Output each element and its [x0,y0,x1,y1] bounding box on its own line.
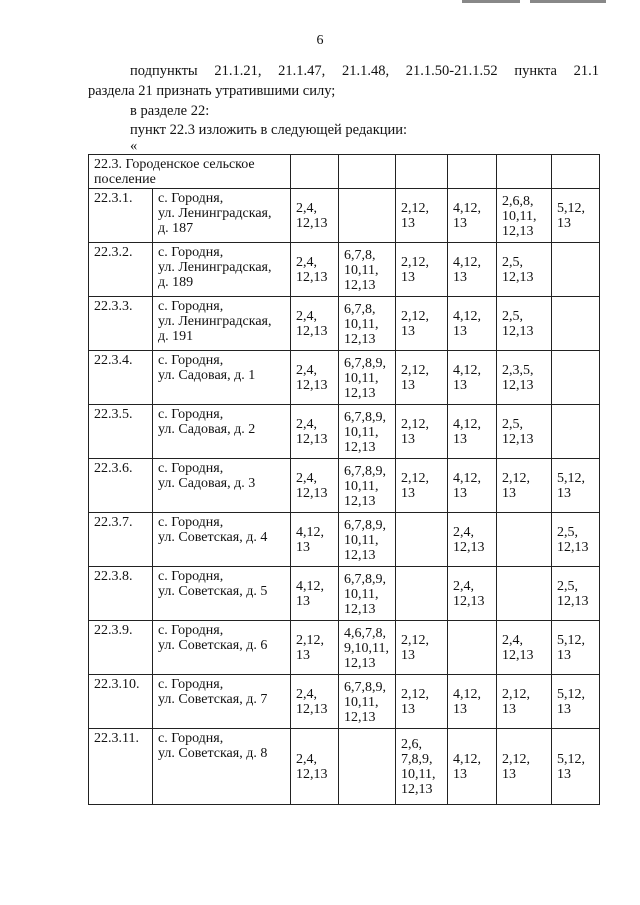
table-cell-c5: 2,6,8, 10,11, 12,13 [497,189,552,243]
intro-line-3: в разделе 22: [130,103,210,119]
table-cell-c5: 2,5, 12,13 [497,243,552,297]
table-cell-c1: 2,4, 12,13 [291,729,339,805]
table-cell-c5: 2,12, 13 [497,459,552,513]
table-cell-num: 22.3.1. [89,189,153,243]
table-cell-c4: 2,4, 12,13 [448,513,497,567]
table-cell-c5: 2,12, 13 [497,675,552,729]
table-cell-addr: с. Городня, ул. Советская, д. 7 [153,675,291,729]
table-cell-c2: 4,6,7,8, 9,10,11, 12,13 [339,621,396,675]
intro-line-4: пункт 22.3 изложить в следующей редакции: [130,122,408,138]
table-row [89,729,600,805]
table-cell-num: 22.3.2. [89,243,153,297]
table-cell-c3: 2,12, 13 [396,675,448,729]
table-cell-num: 22.3.3. [89,297,153,351]
table-cell-c2: 6,7,8, 10,11, 12,13 [339,243,396,297]
table-cell-c6: 5,12, 13 [552,621,600,675]
table-cell-addr: с. Городня, ул. Советская, д. 6 [153,621,291,675]
table-cell-addr: с. Городня, ул. Советская, д. 4 [153,513,291,567]
table-cell-c2 [339,729,396,805]
table-cell-c3: 2,12, 13 [396,243,448,297]
table-cell-c6 [552,243,600,297]
table-cell-c1: 4,12, 13 [291,567,339,621]
table-cell-num: 22.3.8. [89,567,153,621]
table-cell-c5 [497,567,552,621]
address-table [88,154,600,805]
table-cell-c4: 4,12, 13 [448,189,497,243]
intro-line-2: раздела 21 признать утратившими силу; [88,83,336,99]
table-header-row [89,155,600,189]
table-cell-c6: 2,5, 12,13 [552,513,600,567]
table-cell-c4: 4,12, 13 [448,729,497,805]
table-cell-c3 [396,513,448,567]
table-cell-c3: 2,12, 13 [396,621,448,675]
table-cell-c1: 2,4, 12,13 [291,459,339,513]
table-cell-c5: 2,5, 12,13 [497,405,552,459]
table-row [89,567,600,621]
table-cell-c6 [552,297,600,351]
page-number: 6 [316,33,324,48]
table-cell-c2: 6,7,8,9, 10,11, 12,13 [339,405,396,459]
table-cell-c4 [448,621,497,675]
table-cell-c1: 2,4, 12,13 [291,405,339,459]
table-cell-num: 22.3.10. [89,675,153,729]
scan-mark-left [462,0,520,3]
table-row [89,405,600,459]
table-cell-c5: 2,3,5, 12,13 [497,351,552,405]
table-cell-c4: 4,12, 13 [448,243,497,297]
table-cell-c4: 4,12, 13 [448,459,497,513]
table-cell-c3: 2,12, 13 [396,351,448,405]
table-cell-c6 [552,351,600,405]
table-cell-c6: 5,12, 13 [552,729,600,805]
table-cell-c2 [339,189,396,243]
table-cell-c1: 2,4, 12,13 [291,675,339,729]
table-row [89,513,600,567]
table-cell-num: 22.3.9. [89,621,153,675]
table-cell-c3: 2,12, 13 [396,297,448,351]
table-cell-c2: 6,7,8,9, 10,11, 12,13 [339,567,396,621]
table-cell-num: 22.3.5. [89,405,153,459]
table-cell-c1: 2,4, 12,13 [291,351,339,405]
table-row [89,189,600,243]
table-cell-c2: 6,7,8,9, 10,11, 12,13 [339,351,396,405]
table-cell-c5: 2,12, 13 [497,729,552,805]
table-cell-addr: с. Городня, ул. Советская, д. 5 [153,567,291,621]
table-cell-c5 [497,513,552,567]
table-cell-addr: с. Городня, ул. Садовая, д. 1 [153,351,291,405]
table-cell-c3: 2,12, 13 [396,189,448,243]
table-cell-c4: 4,12, 13 [448,351,497,405]
table-cell-addr: с. Городня, ул. Ленинградская, д. 187 [153,189,291,243]
table-row [89,621,600,675]
table-cell-c4: 4,12, 13 [448,297,497,351]
table-row [89,459,600,513]
open-quote: « [130,138,138,154]
table-cell-num: 22.3.11. [89,729,153,805]
table-cell-c3 [396,567,448,621]
table-cell-addr: с. Городня, ул. Ленинградская, д. 189 [153,243,291,297]
table-cell-c1: 2,4, 12,13 [291,189,339,243]
table-cell-c6: 5,12, 13 [552,189,600,243]
table-cell-c6: 5,12, 13 [552,675,600,729]
table-cell-num: 22.3.4. [89,351,153,405]
table-cell-c2: 6,7,8,9, 10,11, 12,13 [339,513,396,567]
table-cell-c1: 2,4, 12,13 [291,297,339,351]
table-cell-c6: 5,12, 13 [552,459,600,513]
table-cell-num: 22.3.6. [89,459,153,513]
table-cell-c3: 2,12, 13 [396,459,448,513]
table-cell-c3: 2,6, 7,8,9, 10,11, 12,13 [396,729,448,805]
table-cell-c5: 2,4, 12,13 [497,621,552,675]
table-cell-addr: с. Городня, ул. Садовая, д. 2 [153,405,291,459]
table-row [89,675,600,729]
table-cell-c5: 2,5, 12,13 [497,297,552,351]
intro-line-1: подпункты 21.1.21, 21.1.47, 21.1.48, 21.1.50-21.1.52 пункта 21.1 [130,63,599,79]
table-cell-c2: 6,7,8,9, 10,11, 12,13 [339,675,396,729]
table-cell-c4: 2,4, 12,13 [448,567,497,621]
table-cell-c2: 6,7,8, 10,11, 12,13 [339,297,396,351]
scan-mark-right [530,0,606,3]
table-cell-c4: 4,12, 13 [448,405,497,459]
table-cell-addr: с. Городня, ул. Садовая, д. 3 [153,459,291,513]
table-row [89,351,600,405]
table-cell-addr: с. Городня, ул. Советская, д. 8 [153,729,291,805]
table-cell-c6 [552,405,600,459]
table-cell-c4: 4,12, 13 [448,675,497,729]
table-cell-c1: 4,12, 13 [291,513,339,567]
table-cell-num: 22.3.7. [89,513,153,567]
table-header-cell: 22.3. Городенское сельское поселение [89,155,291,189]
table-cell-c6: 2,5, 12,13 [552,567,600,621]
table-row [89,297,600,351]
table-cell-c1: 2,4, 12,13 [291,243,339,297]
table-cell-addr: с. Городня, ул. Ленинградская, д. 191 [153,297,291,351]
table-cell-c2: 6,7,8,9, 10,11, 12,13 [339,459,396,513]
table-cell-c1: 2,12, 13 [291,621,339,675]
table-row [89,243,600,297]
table-cell-c3: 2,12, 13 [396,405,448,459]
